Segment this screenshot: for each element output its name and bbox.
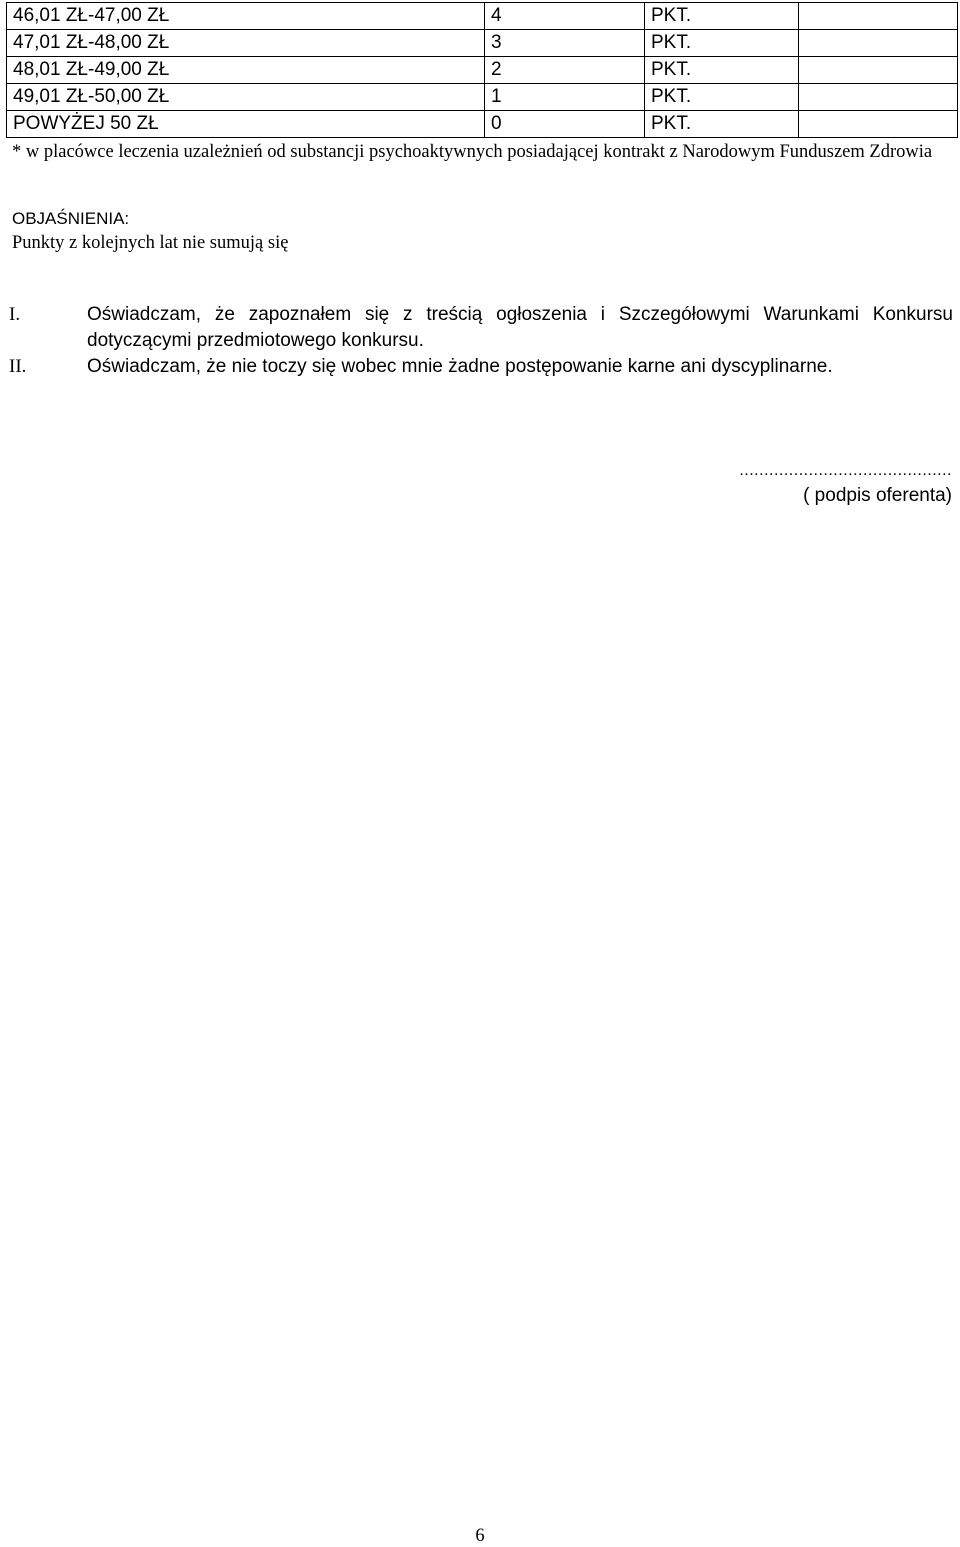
price-range-cell: 49,01 ZŁ-50,00 ZŁ [7, 84, 485, 111]
points-table [6, 2, 958, 138]
points-table-body [7, 3, 958, 138]
price-range-cell: 48,01 ZŁ-49,00 ZŁ [7, 57, 485, 84]
signature-line: ........................................... [739, 462, 952, 479]
unit-cell: PKT. [645, 84, 799, 111]
unit-cell: PKT. [645, 30, 799, 57]
table-row [7, 57, 958, 84]
points-cell: 0 [485, 111, 645, 138]
points-cell: 4 [485, 3, 645, 30]
points-cell: 2 [485, 57, 645, 84]
declaration-item [0, 302, 960, 354]
price-range-cell: POWYŻEJ 50 ZŁ [7, 111, 485, 138]
explanations-title: OBJAŚNIENIA: [12, 209, 130, 228]
price-range-cell: 46,01 ZŁ-47,00 ZŁ [7, 3, 485, 30]
table-row [7, 3, 958, 30]
table-row [7, 111, 958, 138]
table-row [7, 30, 958, 57]
unit-cell: PKT. [645, 111, 799, 138]
points-cell: 3 [485, 30, 645, 57]
price-range-cell: 47,01 ZŁ-48,00 ZŁ [7, 30, 485, 57]
declaration-text: Oświadczam, że zapoznałem się z treścią ogłoszenia i Szczegółowymi Warunkami Konkursu dotyczącymi przedmiotowego konkursu. [87, 304, 953, 351]
declaration-number: I. [9, 304, 21, 325]
declaration-number: II. [9, 356, 27, 377]
empty-cell [799, 84, 958, 111]
empty-cell [799, 111, 958, 138]
declaration-text: Oświadczam, że nie toczy się wobec mnie żadne postępowanie karne ani dyscyplinarne. [87, 356, 833, 377]
empty-cell [799, 30, 958, 57]
unit-cell: PKT. [645, 3, 799, 30]
empty-cell [799, 57, 958, 84]
signature-label: ( podpis oferenta) [803, 485, 952, 506]
page-number: 6 [475, 1526, 485, 1546]
unit-cell: PKT. [645, 57, 799, 84]
footnote-text: * w placówce leczenia uzależnień od substancji psychoaktywnych posiadającej kontrakt z Narodowym Funduszem Zdrowia [12, 142, 933, 162]
empty-cell [799, 3, 958, 30]
declaration-item [0, 354, 960, 380]
points-cell: 1 [485, 84, 645, 111]
table-row [7, 84, 958, 111]
explanations-text: Punkty z kolejnych lat nie sumują się [12, 233, 289, 253]
